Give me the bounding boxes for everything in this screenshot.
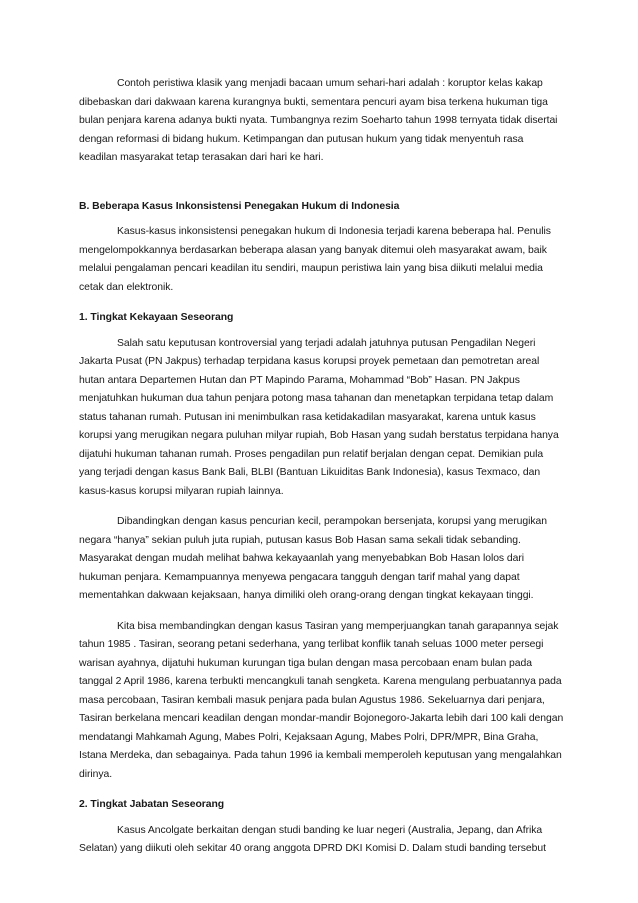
subsection-2-heading: 2. Tingkat Jabatan Seseorang xyxy=(79,799,225,810)
subsection-1-paragraph-2: Dibandingkan dengan kasus pencurian kecil, perampokan bersenjata, korupsi yang merugikan negara “hanya” sekian puluh juta rupiah, putusan kasus Bob Hasan sama sekali tidak sebanding. Masyarakat dengan mudah melihat bahwa kekayaanlah yang menyebabkan Bob Hasan lolos dari hukuman penjara. Kemampuannya menyewa pengacara tangguh dengan tarif mahal yang dapat mementahkan dakwaan kejaksaan, hanya dimiliki oleh orang-orang dengan tingkat kekayaan tinggi. xyxy=(79,516,547,601)
intro-paragraph: Contoh peristiwa klasik yang menjadi bacaan umum sehari-hari adalah : koruptor kelas kakap dibebaskan dari dakwaan karena kurangnya bukti, sementara pencuri ayam bisa terkena hukuman tiga bulan penjara karena adanya bukti nyata. Tumbangnya rezim Soeharto tahun 1998 ternyata tidak disertai dengan reformasi di bidang hukum. Ketimpangan dan putusan hukum yang tidak menyentuh rasa keadilan masyarakat tetap terasakan dari hari ke hari. xyxy=(79,78,558,163)
paragraph-gap xyxy=(79,505,564,513)
paragraph-gap xyxy=(79,301,564,309)
paragraph-gap xyxy=(79,788,564,796)
section-spacer xyxy=(79,168,564,198)
subsection-1-heading: 1. Tingkat Kekayaan Seseorang xyxy=(79,312,234,323)
document-body xyxy=(79,75,564,859)
subsection-1-paragraph-3: Kita bisa membandingkan dengan kasus Tasiran yang memperjuangkan tanah garapannya sejak tahun 1985 . Tasiran, seorang petani sederhana, yang terlibat konflik tanah seluas 1000 meter persegi warisan ayahnya, dijatuhi hukuman kurungan tiga bulan dengan masa percobaan enam bulan pada tanggal 2 April 1986, karena terbukti mencangkuli tanah sengketa. Karena mengulang perbuatannya pada masa percobaan, Tasiran kembali masuk penjara pada bulan Agustus 1986. Sekeluarnya dari penjara, Tasiran berkelana mencari keadilan dengan mondar-mandir Bojonegoro-Jakarta lebih dari 100 kali dengan mendatangi Mahkamah Agung, Mabes Polri, Kejaksaan Agung, Mabes Polri, DPR/MPR, Bina Graha, Istana Merdeka, dan sebagainya. Pada tahun 1996 ia kembali memperoleh keputusan yang mengalahkan dirinya. xyxy=(79,620,564,780)
section-b-paragraph: Kasus-kasus inkonsistensi penegakan hukum di Indonesia terjadi karena beberapa hal. Penulis mengelompokkannya berdasarkan beberapa alasan yang banyak ditemui oleh masyarakat awam, baik melalui pengalaman pencari keadilan itu sendiri, maupun peristiwa lain yang bisa diikuti melalui media cetak dan elektronik. xyxy=(79,226,551,293)
subsection-2-paragraph-1: Kasus Ancolgate berkaitan dengan studi banding ke luar negeri (Australia, Jepang, dan Afrika Selatan) yang diikuti oleh sekitar 40 orang anggota DPRD DKI Komisi D. Dalam studi banding tersebut xyxy=(79,824,546,854)
subsection-1-paragraph-1: Salah satu keputusan kontroversial yang terjadi adalah jatuhnya putusan Pengadilan Negeri Jakarta Pusat (PN Jakpus) terhadap terpidana kasus korupsi proyek pemetaan dan pemotretan areal hutan antara Departemen Hutan dan PT Mapindo Parama, Mohammad “Bob” Hasan. PN Jakpus menjatuhkan hukuman dua tahun penjara potong masa tahanan dan menetapkan terpidana tetap dalam status tahanan rumah. Putusan ini menimbulkan rasa ketidakadilan masyarakat, karena untuk kasus korupsi yang merugikan negara puluhan milyar rupiah, Bob Hasan yang sudah berstatus terpidana hanya dijatuhi hukuman tahanan rumah. Proses pengadilan pun relatif berjalan dengan cepat. Demikian pula yang terjadi dengan kasus Bank Bali, BLBI (Bantuan Likuiditas Bank Indonesia), kasus Texmaco, dan kasus-kasus korupsi milyaran rupiah lainnya. xyxy=(79,337,559,497)
section-b-heading: B. Beberapa Kasus Inkonsistensi Penegakan Hukum di Indonesia xyxy=(79,200,400,212)
paragraph-gap xyxy=(79,610,564,618)
